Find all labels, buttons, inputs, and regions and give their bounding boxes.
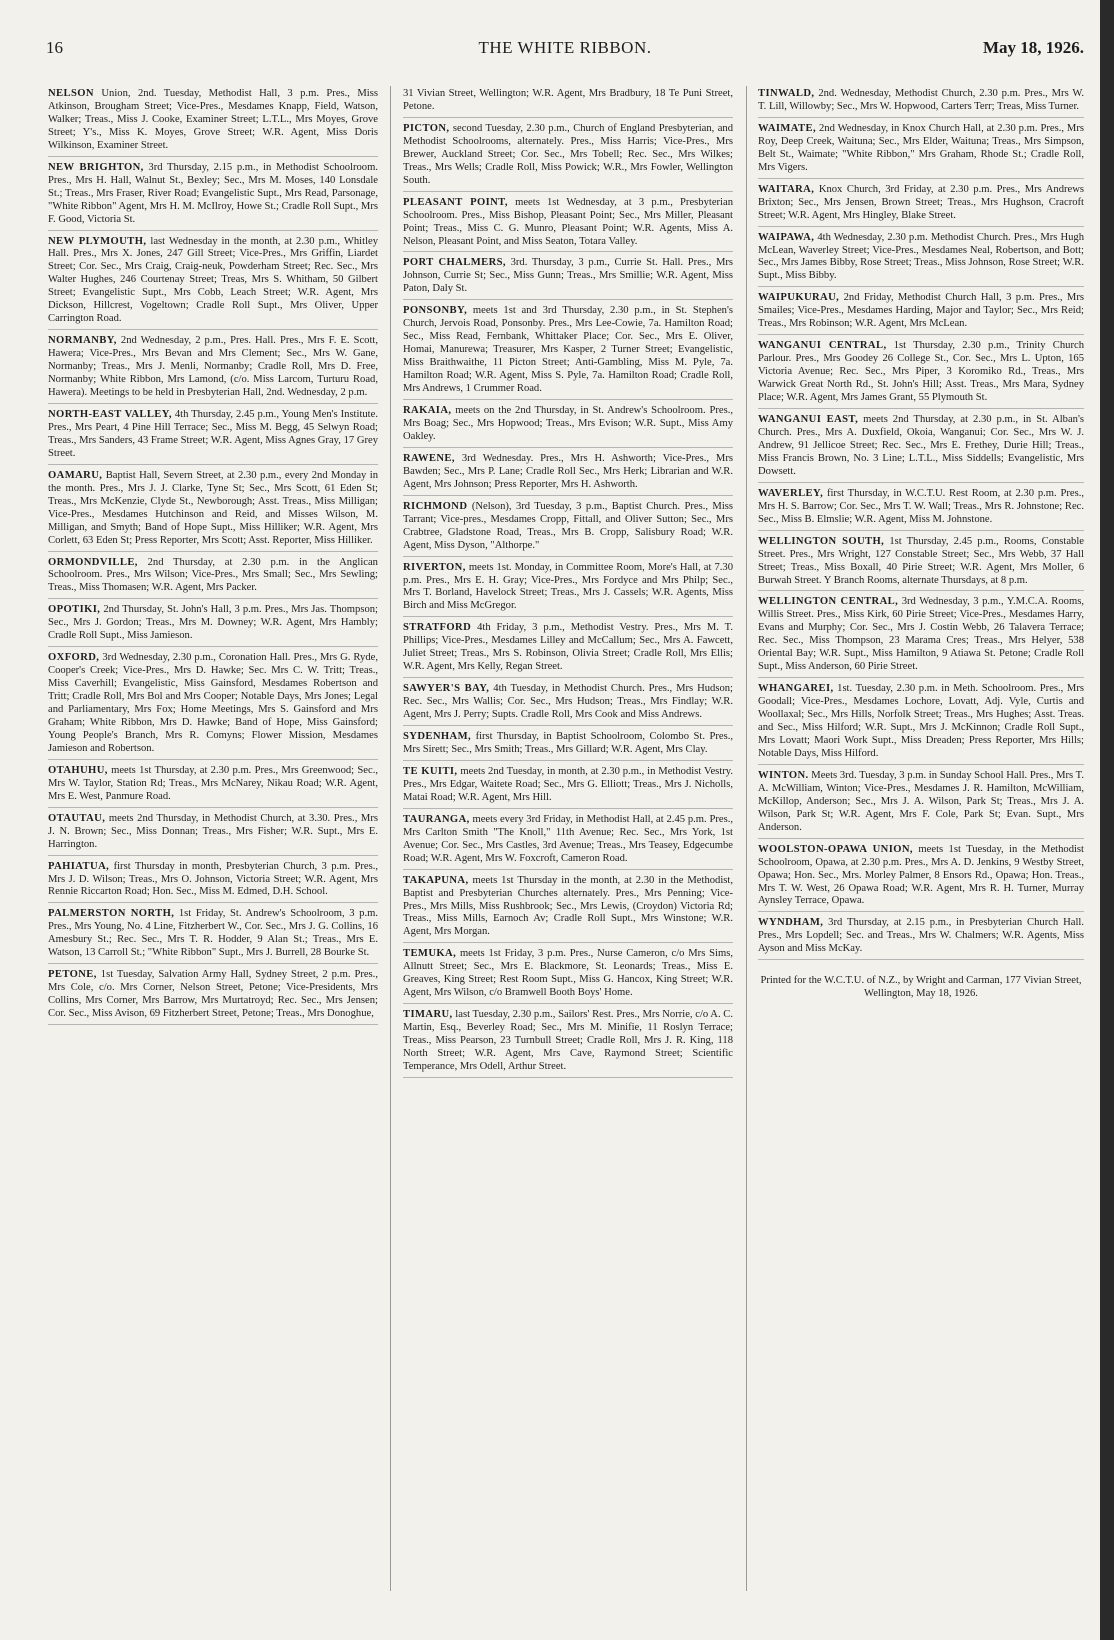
union-details: 1st Friday, St. Andrew's Schoolroom, 3 p.m. Pres., Mrs Young, No. 4 Line, Fitzherbert W., Cor. Sec., Mrs J. G. Collins, 16 Amesbury St.; Rec. Sec., Mrs T. R. Hodder, 9 Alan St.; Treas., Mrs E. Watson, 13 Carroll St.; "White Ribbon" Supt., Mrs J. Burrell, 28 Bourke St. <box>48 908 378 959</box>
column-divider <box>746 86 747 1591</box>
union-name: RAKAIA, <box>403 405 452 417</box>
union-details: 4th Friday, 3 p.m., Methodist Vestry. Pres., Mrs M. T. Phillips; Vice-Pres., Mesdames Lilley and McCallum; Sec., Mrs A. Fawcett, Juliet Street; Treas., Mrs S. Robinson, Olivia Street; Cradle Roll, Mrs Ellis; W.R. Agent, Mrs Kelly, Regan Street. <box>403 622 733 673</box>
union-entry <box>403 257 733 300</box>
union-details: 3rd Thursday, at 2.15 p.m., in Presbyterian Church Hall. Pres., Mrs Lopdell; Sec. and Treas., Mrs W. Chalmers; W.R. Agents, Miss Ayson and Miss McKay. <box>758 917 1084 955</box>
union-entry <box>758 88 1084 118</box>
union-name: PICTON, <box>403 122 450 134</box>
union-name: PONSONBY, <box>403 305 468 317</box>
union-entry <box>403 562 733 618</box>
union-name: WOOLSTON-OPAWA UNION, <box>758 843 913 855</box>
union-name: PETONE, <box>48 969 97 981</box>
union-details: meets 1st Friday, 3 p.m. Pres., Nurse Cameron, c/o Mrs Sims, Allnutt Street; Sec., Mrs E. Blackmore, St. Leonards; Treas., Miss E. Greaves, King Street; Rest Room Supt., Miss G. Hancox, King Street; W.R. Agent, Mrs Wilson, c/o Bramwell Booth Boys' Home. <box>403 948 733 999</box>
union-entry <box>758 340 1084 409</box>
union-name: NELSON <box>48 88 94 99</box>
union-entry <box>48 162 378 231</box>
union-details: last Tuesday, 2.30 p.m., Sailors' Rest. Pres., Mrs Norrie, c/o A. C. Martin, Esq., Beverley Road; Sec., Mrs M. Minifie, 11 Roslyn Terrace; Treas., Miss Pearson, 23 Turnbull Street; Cradle Roll, Mrs J. R. King, 118 North Street; W.R. Agent, Mrs Cave, Raymond Street; Scientific Temperance, Mrs Odell, Arthur Street. <box>403 1009 734 1072</box>
union-details: 3rd Thursday, 2.15 p.m., in Methodist Schoolroom. Pres., Mrs H. Hall, Walnut St., Bexley; Sec., Mrs M. Moses, 140 Lonsdale St.; Treas., Mrs Fraser, River Road; Evangelistic Supt., Mrs Read, Parsonage, "White Ribbon" Agent, Mrs H. M. McIlroy, Howe St.; Cradle Roll Supt., Mrs F. Good, Victoria St. <box>48 161 378 225</box>
union-entry <box>48 236 378 331</box>
union-details: meets 1st Thursday, at 2.30 p.m. Pres., Mrs Greenwood; Sec., Mrs W. Taylor, Station Rd; Treas., Mrs McNarey, Nikau Road; W.R. Agent, Mrs E. West, Panmure Road. <box>48 764 378 802</box>
union-entry <box>403 1009 733 1078</box>
union-name: TAKAPUNA, <box>403 874 469 886</box>
union-entry <box>48 908 378 964</box>
union-entry <box>758 232 1084 288</box>
union-name: TAURANGA, <box>403 813 470 825</box>
union-details: 2nd Thursday, at 2.30 p.m. in the Anglican Schoolroom. Pres., Mrs Wilson; Vice-Pres., Mrs Small; Sec., Mrs Sewling; Treas., Miss Thomasen; W.R. Agent, Mrs Packer. <box>48 556 378 594</box>
union-entry <box>758 917 1084 960</box>
union-entry <box>758 414 1084 483</box>
union-name: WAIPUKURAU, <box>758 292 840 304</box>
union-details: 2nd. Wednesday, Methodist Church, 2.30 p.m. Pres., Mrs W. T. Lill, Willowby; Sec., Mrs W. Hopwood, Carters Terr; Treas, Miss Turner. <box>758 88 1085 112</box>
union-entry <box>48 604 378 647</box>
union-details: meets 1st Tuesday, in the Methodist Schoolroom, Opawa, at 2.30 p.m. Pres., Mrs A. D. Jenkins, 9 Westby Street, Opawa; Hon. Sec., Mrs. Morley Palmer, 8 Ensors Rd., Opawa; Hon. Treas., Mrs T. W. West, 26 Opawa Road; W.R. Agent, Mrs R. H. Turner, Murray Aynsley Terrace, Opawa. <box>758 843 1084 907</box>
union-details: Baptist Hall, Severn Street, at 2.30 p.m., every 2nd Monday in the month. Pres., Mrs J. J. Clarke, Tyne St; Sec., Mrs Scott, 61 Eden St; Treas., Mrs McKenzie, Clyde St., Newborough; Asst. Treas., Miss Milligan; Vice-Pres., Mesdames Hutchinson and Reid, and Misses Wilson, M. Milligan, and Smyth; Band of Hope Supt., Miss Hilliker; W.R. Agent, Mrs Corlett, 63 Eden St; Press Reporter, Mrs Scott; Asst. Reporter, Miss Hilliker. <box>48 469 378 546</box>
union-name: WELLINGTON SOUTH, <box>758 535 885 547</box>
union-details: 3rd. Thursday, 3 p.m., Currie St. Hall. Pres., Mrs Johnson, Currie St; Sec., Miss Gunn; Treas., Mrs Smillie; W.R. Agent, Miss Paton, Daly St. <box>403 257 734 295</box>
column-3 <box>758 88 1084 1000</box>
union-entry <box>48 557 378 600</box>
union-details: 4th Tuesday, in Methodist Church. Pres., Mrs Hudson; Rec. Sec., Mrs Wallis; Cor. Sec., Mrs Hudson; Treas., Mrs Findlay; W.R. Agent, Mrs J. Perry; Supts. Cradle Roll, Mrs Cook and Miss Andrews. <box>403 683 733 721</box>
union-details: 2nd Wednesday, in Knox Church Hall, at 2.30 p.m. Pres., Mrs Roy, Deep Creek, Waituna; Sec., Mrs Elder, Waituna; Treas., Mrs Simpson, Belt St., Waimate; "White Ribbon," Mrs Graham, Rhode St.; Cradle Roll, Mrs Vigers. <box>758 122 1084 173</box>
union-details: 1st Thursday, 2.30 p.m., Trinity Church Parlour. Pres., Mrs Goodey 26 College St., Cor. Sec., Mrs L. Upton, 165 Victoria Avenue; Rec. Sec., Mrs Piper, 3 Koromiko Rd., Treas., Mrs Warwick Great North Rd., St. John's Hill; Asst. Treas., Mrs Mara, Sydney Place; W.R. Agent, Mrs James Grant, 55 Plymouth St. <box>758 340 1084 404</box>
union-entry <box>403 123 733 192</box>
union-details: meets every 3rd Friday, in Methodist Hall, at 2.45 p.m. Pres., Mrs Carlton Smith "The Knoll," 11th Avenue; Rec. Sec., Mrs York, 1st Avenue; Cor. Sec., Mrs Castles, 3rd Avenue; Treas., Mrs Teasey, Edgecumbe Road; W.R. Agent, Mrs W. Foxcroft, Cameron Road. <box>403 813 733 864</box>
union-entry <box>48 765 378 808</box>
union-details: meets 2nd Thursday, at 2.30 p.m., in St. Alban's Church. Pres., Mrs A. Duxfield, Okoia, Wanganui; Cor. Sec., Mrs W. J. Andrew, 91 Jellicoe Street; Rec. Sec., Mrs E. Frethey, Durie Hill; Treas., Miss Francis Brown, No. 3 Line; L.T.L., Miss Siddells; Evangelistic, Mrs Dowsett. <box>758 414 1084 477</box>
union-details: 3rd Wednesday, 3 p.m., Y.M.C.A. Rooms, Willis Street. Pres., Miss Kirk, 60 Pirie Street; Vice-Pres., Mesdames Harry, Evans and Murphy; Cor. Sec., Mrs J. Costin Webb, 26 Talavera Terrace; Rec. Sec., Miss Thompson, 23 Marama Cres; Treas., Mrs Helyer, 538 Oriental Bay; W.R. Supt., Miss Hamilton, 9 Atiawa St. Petone; Cradle Roll Supt., Miss Anderson, 60 Pirie Street. <box>758 596 1084 673</box>
union-entry <box>403 948 733 1004</box>
union-entry <box>48 470 378 552</box>
union-entry <box>758 536 1084 592</box>
union-name: PLEASANT POINT, <box>403 196 508 208</box>
union-details: Knox Church, 3rd Friday, at 2.30 p.m. Pres., Mrs Andrews Brixton; Sec., Mrs Jensen, Brown Street; Treas., Mrs Hughson, Cracroft Street; W.R. Agent, Mrs Hingley, Blake Street. <box>758 183 1084 221</box>
union-name: NEW BRIGHTON, <box>48 161 144 173</box>
union-entry <box>403 88 733 118</box>
union-details: 1st. Tuesday, 2.30 p.m. in Meth. Schoolroom. Pres., Mrs Goodall; Vice-Pres., Mesdames Lochore, Lovatt, Adj. Vyle, Curtis and Woollaxal; Sec., Mrs Hills, Norfolk Street; Treas., Mrs Hughes; Asst. Treas. and Sec., Miss Hilford; W.R. Supt., Mrs J. McKinnon; Cradle Roll Supt., Mrs Lovatt; Maori Work Supt., Miss Dreaden; Press Reporter, Mrs Hills; Notable Days, Miss Hilford. <box>758 683 1085 759</box>
union-name: TE KUITI, <box>403 765 458 777</box>
union-name: TEMUKA, <box>403 948 457 960</box>
union-details: 2nd Thursday, St. John's Hall, 3 p.m. Pres., Mrs Jas. Thompson; Sec., Mrs J. Gordon; Treas., Mrs M. Downey; W.R. Agent, Mrs Hambly; Cradle Roll Supt., Miss Jamieson. <box>48 604 378 642</box>
union-entry <box>758 488 1084 531</box>
page-edge <box>1100 0 1114 1640</box>
union-entry <box>48 969 378 1025</box>
union-details: first Thursday in month, Presbyterian Church, 3 p.m. Pres., Mrs J. D. Wilson; Treas., Mrs O. Johnson, Victoria Street; W.R. Agent, Mrs Rennie Riccarton Road; Hon. Sec., Miss M. Edmed, D.H. School. <box>48 860 378 898</box>
union-name: OTAHUHU, <box>48 764 108 776</box>
union-details: Meets 3rd. Tuesday, 3 p.m. in Sunday School Hall. Pres., Mrs T. A. McWilliam, Winton; Vice-Pres., Mesdames J. R. Hamilton, McWilliam, McKillop, Anderson; Sec., Mrs J. A. Wilson, Park St; Treas., Mrs J. A. Wilson, Park St; W.R. Agent, Mrs F. Cole, Park St; Evan. Supt., Mrs Anderson. <box>758 769 1084 833</box>
union-entry <box>403 731 733 761</box>
union-entry <box>48 409 378 465</box>
union-name: WAIPAWA, <box>758 231 815 243</box>
issue-date: May 18, 1926. <box>982 38 1084 57</box>
union-details: meets 1st Wednesday, at 3 p.m., Presbyterian Schoolroom. Pres., Miss Bishop, Pleasant Point; Sec., Mrs Miller, Pleasant Point; Treas., Miss C. G. Munro, Pleasant Point; W.R. Agents, Miss A. Nelson, Pleasant Point, and Miss Seaton, Totara Valley. <box>403 196 733 247</box>
union-name: SYDENHAM, <box>403 731 472 743</box>
union-entry <box>403 875 733 944</box>
union-entry <box>48 335 378 404</box>
union-name: OTAUTAU, <box>48 812 106 824</box>
union-entry <box>403 405 733 448</box>
union-details: last Wednesday in the month, at 2.30 p.m., Whitley Hall. Pres., Mrs X. Jones, 247 Gill Street; Vice-Pres., Mrs Griffin, Liardet Street; Cor. Sec., Mrs Craig, Craig-neuk, Powderham Street; Rec. Sec., Mrs Walter Hughes, 246 Courtenay Street; Treas, Mrs S. Whitham, 50 Gilbert Street; Evangelistic Supt., Mrs Cobb, Leach Street; W.R. Agent, Mrs Dickson, Hillcrest, Vogeltown; Cradle Roll Supt., Mrs Oliver, Upper Carrington Road. <box>48 235 379 325</box>
union-entry <box>48 813 378 856</box>
union-entry <box>758 596 1084 678</box>
union-details: 3rd Wednesday, 2.30 p.m., Coronation Hall. Pres., Mrs G. Ryde, Cooper's Creek; Vice-Pres., Mrs D. Hawke; Sec. Mrs C. W. Tritt; Treas., Miss Caverhill; Evangelistic, Miss Gainsford, Mesdames Robertson and Tritt; Cradle Roll, Mrs Bol and Mrs Cooper; Notable Days, Mrs Jones; Legal and Parliamentary, Mrs Fox; Home Meetings, Mrs S. Gainsford and Mrs Graham; White Ribbon, Mrs D. Hawke; Band of Hope, Miss Gainsford; Young People's Branch, Mrs R. Comyns; Flower Mission, Mesdames Jamieson and Robertson. <box>48 652 378 754</box>
union-name: OPOTIKI, <box>48 604 101 616</box>
union-details: 2nd Wednesday, 2 p.m., Pres. Hall. Pres., Mrs F. E. Scott, Hawera; Vice-Pres., Mrs Bevan and Mrs Clement; Sec., Mrs W. Gane, Normanby; Treas., Mrs J. Menli, Normanby; Cradle Roll, Mrs D. Free, Normanby; White Ribbon, Mrs Lamond, (c/o. Miss Larcom, Turturu Road, Hawera). Meetings to be held in Presbyterian Hall, 2nd. Wednesday, 2 p.m. <box>48 335 378 399</box>
union-details: 1st Thursday, 2.45 p.m., Rooms, Constable Street. Pres., Mrs Wright, 127 Constable Street; Sec., Mrs Webb, 37 Hall Street; Treas., Miss Boxall, 40 Pirie Street; W.R. Agent, Mrs Moller, 6 Burwah Street. Y Branch Rooms, alternate Thursdays, at 8 p.m. <box>758 535 1084 586</box>
union-name: SAWYER'S BAY, <box>403 683 490 695</box>
union-entry <box>403 305 733 400</box>
union-details: first Thursday, in W.C.T.U. Rest Room, at 2.30 p.m. Pres., Mrs H. S. Barrow; Cor. Sec., Mrs T. W. Wall; Treas., Mrs R. Johnstone; Rec. Sec., Miss B. Elmslie; W.R. Agent, Miss M. Johnstone. <box>758 487 1084 525</box>
union-details: meets 1st. Monday, in Committee Room, More's Hall, at 7.30 p.m. Pres., Mrs E. H. Gray; Vice-Pres., Mrs Fordyce and Mrs Philp; Sec., Mrs T. Borland, Havelock Street; Treas., Mrs J. Cassels; W.R. Agents, Miss Birch and Miss McGregor. <box>403 561 733 612</box>
union-name: WANGANUI CENTRAL, <box>758 340 887 352</box>
printer-footer: Printed for the W.C.T.U. of N.Z., by Wright and Carman, 177 Vivian Street, Wellington, May 18, 1926. <box>760 975 1082 1000</box>
union-entry <box>403 683 733 726</box>
union-name: WAITARA, <box>758 183 815 195</box>
union-name: WHANGAREI, <box>758 683 834 695</box>
union-entry <box>758 844 1084 913</box>
union-name: WELLINGTON CENTRAL, <box>758 596 899 608</box>
union-name: TINWALD, <box>758 88 815 99</box>
union-entry <box>758 184 1084 227</box>
union-entry <box>48 652 378 760</box>
union-details: 2nd Friday, Methodist Church Hall, 3 p.m. Pres., Mrs Smailes; Vice-Pres., Mesdames Harding, Major and Taylor; Sec., Mrs Reid; Treas., Mrs Robinson; W.R. Agent, Mrs McLean. <box>758 292 1084 330</box>
union-name: NORMANBY, <box>48 335 117 347</box>
union-name: RAWENE, <box>403 452 455 464</box>
union-entry <box>403 197 733 253</box>
union-details: 3rd Wednesday. Pres., Mrs H. Ashworth; Vice-Pres., Mrs Bawden; Sec., Mrs P. Lane; Cradle Roll Sec., Mrs Herk; Librarian and W.R. Agent, Mrs Johnson; Press Reporter, Mrs H. Ashworth. <box>403 452 733 490</box>
union-name: RICHMOND <box>403 500 468 512</box>
union-name: WAVERLEY, <box>758 487 824 499</box>
union-name: NORTH-EAST VALLEY, <box>48 408 172 420</box>
union-name: RIVERTON, <box>403 561 466 573</box>
union-name: PAHIATUA, <box>48 860 110 872</box>
union-details: meets 2nd Thursday, in Methodist Church, at 3.30. Pres., Mrs J. N. Brown; Sec., Miss Donnan; Treas., Mrs Fisher; W.R. Supt., Mrs E. Harrington. <box>48 812 378 850</box>
union-name: WANGANUI EAST, <box>758 414 859 426</box>
union-details: Union, 2nd. Tuesday, Methodist Hall, 3 p.m. Pres., Miss Atkinson, Brougham Street; Vice-Pres., Mesdames Knapp, Field, Watson, Walker; Treas., Miss J. Cooke, Examiner Street; L.T.L., Mrs Moyes, Grove Street; Y's., Miss K. Moyes, Grove Street; W.R. Agent, Miss Doris Wilkinson, Examiner Street. <box>48 88 378 151</box>
union-name: TIMARU, <box>403 1009 453 1021</box>
union-entry <box>758 770 1084 839</box>
union-details: second Tuesday, 2.30 p.m., Church of England Presbyterian, and Methodist Schoolrooms, alternately. Pres., Miss Harris; Vice-Pres., Mrs Brewer, Auckland Street; Cor. Sec., Mrs Tobell; Rec. Sec., Mrs Wilkes; Treas., Mrs Wells; Cradle Roll, Miss Powick; W.R., Mrs Fowler, Wellington South. <box>403 122 733 186</box>
union-details: meets 1st and 3rd Thursday, 2.30 p.m., in St. Stephen's Church, Jervois Road, Ponsonby. Pres., Mrs Lee-Cowie, 7a. Hamilton Road; Sec., Miss Read, Fernbank, Whittaker Place; Cor. Sec., Mrs E. Oliver, Homai, Manurewa; Treasurer, Mrs Kasper, 2 Turner Street; Evangelistic, Miss Braithwaithe, 11 Picton Street; Anti-Gambling, Miss M. Pyle, 7a. Hamilton Road; W.R. Agent, Miss S. Pyle, 7a. Hamilton Road; Cradle Roll, Mrs Andrews, 1 Crummer Road. <box>403 305 734 395</box>
union-name: WAIMATE, <box>758 122 817 134</box>
union-name: STRATFORD <box>403 622 472 634</box>
union-details: first Thursday, in Baptist Schoolroom, Colombo St. Pres., Mrs Sirett; Sec., Mrs Smith; Treas., Mrs Gillard; W.R. Agent, Mrs Clay. <box>403 731 733 755</box>
union-entry <box>403 453 733 496</box>
union-entry <box>48 861 378 904</box>
page-title: THE WHITE RIBBON. <box>478 38 652 57</box>
column-divider <box>390 86 391 1591</box>
union-entry <box>403 501 733 557</box>
column-1 <box>48 88 378 1030</box>
page-number: 16 <box>46 38 63 57</box>
union-details: 1st Tuesday, Salvation Army Hall, Sydney Street, 2 p.m. Pres., Mrs Cole, c/o. Mrs Corner, Nelson Street, Petone; Vice-Presidents, Mrs Collins, Mrs Corner, Mrs Barrow, Mrs Murtatroyd; Rec. Sec., Mrs Jensen; Cor. Sec., Miss Avison, 69 Fitzherbert Street, Petone; Treas., Mrs Donoghue, <box>48 969 378 1020</box>
column-2 <box>403 88 733 1083</box>
union-details: meets 2nd Tuesday, in month, at 2.30 p.m., in Methodist Vestry. Pres., Mrs Edgar, Waitete Road; Sec., Mrs G. Elliott; Treas., Mrs J. Nicholls, Matai Road; W.R. Agent, Mrs Hill. <box>403 765 733 803</box>
union-name: PALMERSTON NORTH, <box>48 908 175 920</box>
union-name: ORMONDVILLE, <box>48 556 138 568</box>
union-details: 4th Wednesday, 2.30 p.m. Methodist Church. Pres., Mrs Hugh McLean, Waverley Street; Vice-Pres., Mesdames Neal, Robertson, and Bott; Sec., Mrs James Bibby, Rose Street; Treas., Miss Johnson, Rose Street; W.R. Supt., Miss Bibby. <box>758 231 1084 282</box>
union-name: WINTON. <box>758 769 809 781</box>
union-name: OXFORD, <box>48 652 100 664</box>
union-entry <box>758 292 1084 335</box>
union-entry <box>48 88 378 157</box>
union-name: PORT CHALMERS, <box>403 257 506 269</box>
union-name: WYNDHAM, <box>758 917 824 929</box>
union-entry <box>758 683 1084 765</box>
union-details: 31 Vivian Street, Wellington; W.R. Agent, Mrs Bradbury, 18 Te Puni Street, Petone. <box>403 88 733 112</box>
union-details: 4th Thursday, 2.45 p.m., Young Men's Institute. Pres., Mrs Peart, 4 Pine Hill Terrace; Sec., Miss M. Begg, 45 Selwyn Road; Treas., Mrs Sanders, 43 Frame Street; W.R. Agent, Miss Agnes Gray, 17 Grey Street. <box>48 408 378 459</box>
union-details: meets 1st Thursday in the month, at 2.30 in the Methodist, Baptist and Presbyterian Churches alternately. Pres., Mrs Penning; Vice-Pres., Mrs Mills, Miss Rushbrook; Sec., Mrs Lewis, (Croydon) Victoria Rd; Treas., Miss Mills, Earnoch Av; Cradle Roll Supt., Mrs Winstone; W.R. Agent, Mrs Morgan. <box>403 874 733 938</box>
union-details: (Nelson), 3rd Tuesday, 3 p.m., Baptist Church. Pres., Miss Tarrant; Vice-pres., Mesdames Cropp, Fittall, and Oliver Sutton; Sec., Mrs Crabtree, Gladstone Road, Treas., Mrs B. Cropp, Salisbury Road; W.R. Agent, Miss Dyson, "Althorpe." <box>403 500 734 551</box>
page-header <box>46 38 1084 64</box>
union-entry <box>403 766 733 809</box>
union-entry <box>403 814 733 870</box>
union-entry <box>758 123 1084 179</box>
union-name: OAMARU, <box>48 469 103 481</box>
union-name: NEW PLYMOUTH, <box>48 235 147 247</box>
union-entry <box>403 622 733 678</box>
union-details: meets on the 2nd Thursday, in St. Andrew's Schoolroom. Pres., Mrs Boag; Sec., Mrs Hopwood; Treas., Mrs Evison; W.R. Supt., Miss Amy Oakley. <box>403 405 733 442</box>
